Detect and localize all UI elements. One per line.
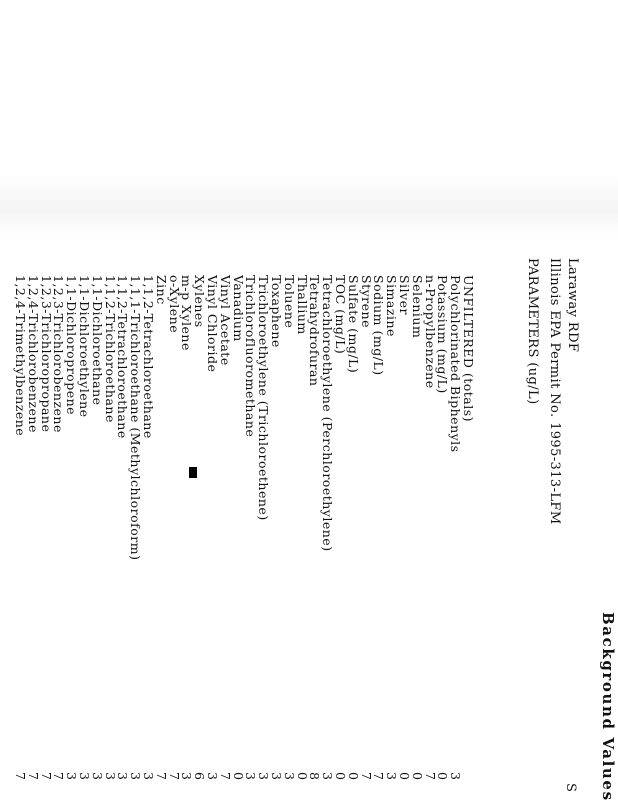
- parameter-row: Zinc: [153, 275, 169, 305]
- parameter-row: 1,2,4-Trichlorobenzene: [25, 275, 41, 433]
- value-cell: 7: [422, 772, 438, 780]
- value-cell: 8: [307, 772, 323, 780]
- parameter-row: Vanadium: [230, 275, 246, 342]
- parameter-row: Selenium: [409, 275, 425, 339]
- value-cell: 7: [51, 772, 67, 780]
- value-cell: 3: [384, 772, 400, 780]
- parameter-row: Trichlorofluoromethane: [243, 275, 259, 438]
- parameter-row: 1,2,3-Trichlorobenzene: [51, 275, 67, 433]
- value-cell: 7: [25, 772, 41, 780]
- value-cell: 0: [294, 772, 310, 780]
- value-cell: 3: [115, 772, 131, 780]
- value-cell: 6: [192, 772, 208, 780]
- parameter-row: Silver: [397, 275, 412, 315]
- parameter-row: 1,1,2-Tetrachloroethane: [141, 275, 156, 439]
- parameter-row: 1,1-Dichloroethane: [89, 275, 105, 406]
- parameter-row: TOC (mg/L): [333, 275, 348, 355]
- parameter-row: Vinyl Chloride: [205, 275, 220, 373]
- parameter-row: Polychlorinated Biphenyls: [448, 275, 464, 453]
- value-cell: 3: [128, 772, 144, 780]
- ink-blot: [189, 467, 197, 478]
- value-cell: 0: [333, 772, 348, 780]
- parameter-row: Xylenes: [192, 275, 208, 328]
- value-cell: 0: [345, 772, 361, 780]
- parameter-row: 1,2,4-Trimethylbenzene: [13, 275, 28, 437]
- parameter-row: 1,2,3-Trichloropropane: [38, 275, 54, 433]
- parameter-row: 1,1-Dichloropropene: [64, 275, 80, 416]
- value-cell: 3: [281, 772, 297, 780]
- parameter-row: Toluene: [281, 275, 297, 329]
- parameter-row: Sodium (mg/L): [371, 275, 387, 376]
- parameter-row: 1,1,2-Tetrachloroethane: [115, 275, 131, 439]
- value-cell: 3: [179, 772, 195, 780]
- value-cell: 3: [320, 772, 336, 780]
- parameters-heading: PARAMETERS (ug/L): [525, 258, 540, 405]
- facility-name: Laraway RDF: [565, 258, 580, 353]
- parameter-row: Thallium: [294, 275, 310, 335]
- parameter-row: o-Xylene: [166, 275, 182, 334]
- value-cell: 7: [217, 772, 233, 780]
- right-column-heading: S: [563, 783, 578, 793]
- value-cell: 0: [435, 772, 451, 780]
- parameter-row: 1,1,1-Trichloroethane (Methylchloroform): [128, 275, 144, 561]
- value-cell: 7: [13, 772, 28, 780]
- value-cell: 3: [205, 772, 220, 780]
- value-cell: 3: [102, 772, 118, 780]
- value-cell: 7: [358, 772, 374, 780]
- parameter-row: Tetrahydrofuran: [307, 275, 323, 387]
- value-cell: 0: [409, 772, 425, 780]
- parameter-row: m-p Xylene: [179, 275, 195, 351]
- parameter-row: Simazine: [384, 275, 400, 337]
- value-cell: 3: [141, 772, 156, 780]
- value-cell: 3: [256, 772, 272, 780]
- value-cell: 7: [38, 772, 54, 780]
- parameter-row: Sulfate (mg/L): [345, 275, 361, 374]
- parameter-row: Styrene: [358, 275, 374, 328]
- parameter-row: 1,1,2-Trichloroethane: [102, 275, 118, 423]
- value-cell: 3: [243, 772, 259, 780]
- value-cell: 7: [166, 772, 182, 780]
- parameter-row: Vinyl Acetate: [217, 275, 233, 366]
- value-cell: 7: [153, 772, 169, 780]
- permit-number: Illinois EPA Permit No. 1995-313-LFM: [547, 258, 562, 525]
- parameter-row: Toxaphene: [269, 275, 284, 348]
- value-cell: 7: [371, 772, 387, 780]
- page-title: Background Values: [599, 612, 617, 802]
- value-cell: 0: [230, 772, 246, 780]
- parameter-row: Tetrachloroethylene (Perchloroethylene): [320, 275, 336, 552]
- parameter-row: UNFILTERED (totals): [461, 275, 476, 423]
- value-cell: 3: [448, 772, 464, 780]
- parameter-row: 1,1-Dichloroethylene: [77, 275, 92, 418]
- value-cell: 0: [397, 772, 412, 780]
- value-cell: 3: [269, 772, 284, 780]
- parameter-row: Potassium (mg/L): [435, 275, 451, 394]
- value-cell: 3: [64, 772, 80, 780]
- value-cell: 3: [77, 772, 92, 780]
- parameter-row: Trichloroethylene (Trichloroethene): [256, 275, 272, 521]
- value-cell: 3: [89, 772, 105, 780]
- parameter-row: n-Propylbenzene: [422, 275, 438, 389]
